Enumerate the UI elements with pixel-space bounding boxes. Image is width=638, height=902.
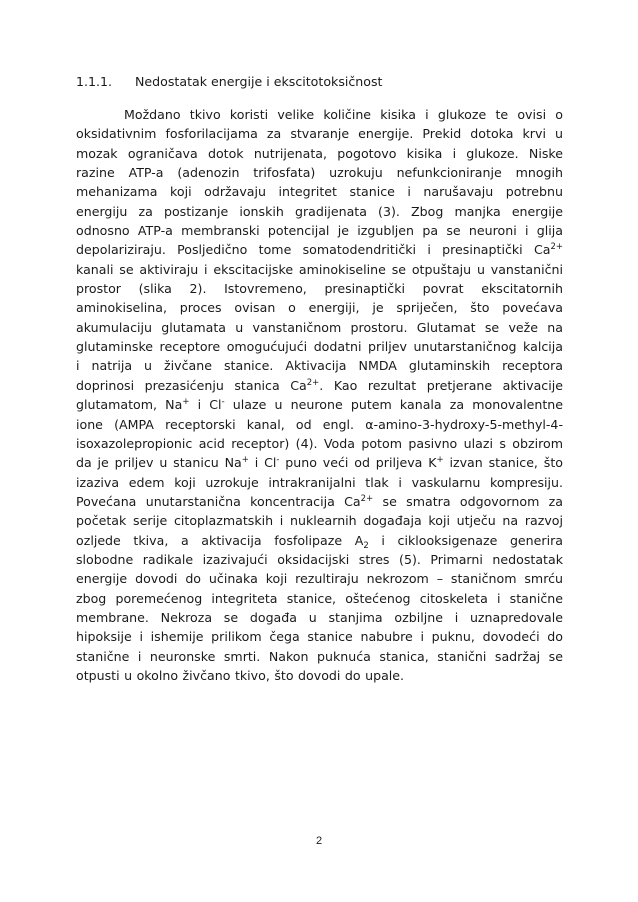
- superscript: 2+: [306, 377, 320, 388]
- text-line: akumulaciju glutamata u vanstaničnom prostoru. Glutamat se veže na: [76, 319, 563, 335]
- text-segment: da je priljev u stanicu Na: [76, 455, 242, 471]
- text-segment: . Kao rezultat pretjerane aktivacije: [319, 377, 563, 393]
- superscript: 2+: [360, 493, 374, 504]
- text-line: glutaminske receptore omogućujući dodatni priljev unutarstaničnog kalcija: [76, 339, 563, 355]
- superscript: -: [276, 455, 280, 466]
- text-line: hipoksije i ishemije prilikom čega stanice nabubre i puknu, dovodeći do: [76, 629, 563, 645]
- text-line: mehanizama koji održavaju integritet stanice i narušavaju potrebnu: [76, 184, 563, 200]
- text-segment: izvan stanice, što: [443, 455, 563, 471]
- subscript: 2: [363, 540, 369, 551]
- text-line: energije dovodi do učinaka koji rezultiraju nekrozom – staničnom smrću: [76, 571, 563, 587]
- text-line: odnosno ATP-a membranski potencijal je izgubljen pa se neuroni i glija: [76, 223, 563, 239]
- text-line: i natrija u živčane stanice. Aktivacija NMDA glutaminskih receptora: [76, 358, 563, 374]
- superscript: +: [182, 397, 190, 408]
- text-segment: se smatra odgovornom za: [373, 493, 563, 509]
- text-segment: i Cl: [189, 397, 222, 413]
- text-line: zbog poremećenog integriteta stanice, oštećenog citoskeleta i stanične: [76, 590, 563, 606]
- text-line: slobodne radikale izazivajući oksidacijski stres (5). Primarni nedostatak: [76, 551, 563, 567]
- text-line: početak serije citoplazmatskih i nuklearnih događaja koji utječu na razvoj: [76, 513, 563, 529]
- text-segment: puno veći od priljeva K: [279, 455, 437, 471]
- text-segment: doprinosi prezasićenju stanica Ca: [76, 377, 307, 393]
- text-line: oksidativnim fosforilacijama za stvaranje energije. Prekid dotoka krvi u: [76, 126, 563, 142]
- text-segment: i ciklooksigenaze generira: [368, 532, 563, 548]
- section-heading: [76, 72, 576, 91]
- text-line: izaziva edem koji uzrokuje intrakranijalni tlak i vaskularnu kompresiju.: [76, 474, 563, 490]
- text-line: stanične i neuronske smrti. Nakon puknuća stanica, stanični sadržaj se: [76, 648, 563, 664]
- text-line: prostor (slika 2). Istovremeno, presinaptički povrat ekscitatornih: [76, 281, 563, 297]
- text-line: isoxazolepropionic acid receptor) (4). Voda potom pasivno ulazi s obzirom: [76, 435, 563, 451]
- text-segment: glutamatom, Na: [76, 397, 183, 413]
- text-line: [76, 395, 563, 414]
- text-line: kanali se aktiviraju i ekscitacijske aminokiseline se otpuštaju u vanstanični: [76, 261, 563, 277]
- text-line: otpusti u okolno živčano tkivo, što dovodi do upale.: [76, 667, 405, 683]
- text-line: energiju za postizanje ionskih gradijenata (3). Zbog manjka energije: [76, 203, 563, 219]
- text-line: [76, 453, 563, 472]
- text-line: aminokiselina, proces ovisan o energiji, je spriječen, što povećava: [76, 300, 563, 316]
- superscript: 2+: [550, 242, 563, 253]
- text-segment: ozljede tkiva, a aktivacija fosfolipaze A: [76, 532, 364, 548]
- text-segment: Povećana unutarstanična koncentracija Ca: [76, 493, 361, 509]
- section-title: Nedostatak energije i ekscitotoksičnost: [135, 74, 383, 89]
- text-segment: ulaze u neurone putem kanala za monovalentne: [224, 397, 563, 413]
- text-segment: depolariziraju. Posljedično tome somatodendritički i presinaptički Ca: [76, 242, 551, 258]
- text-line: mozak ograničava dotok nutrijenata, pogotovo kisika i glukoze. Niske: [76, 145, 563, 161]
- text-line: Moždano tkivo koristi velike količine kisika i glukoze te ovisi o: [124, 107, 563, 122]
- text-line: [76, 531, 563, 550]
- text-line: [76, 492, 563, 511]
- text-line: [76, 240, 563, 259]
- superscript: +: [436, 455, 444, 466]
- text-line: [76, 376, 563, 395]
- superscript: +: [241, 455, 249, 466]
- text-line: ione (AMPA receptorski kanal, od engl. α-amino-3-hydroxy-5-methyl-4-: [76, 416, 563, 432]
- superscript: -: [221, 397, 225, 408]
- text-line: razine ATP-a (adenozin trifosfata) uzrokuju nefunkcioniranje mnogih: [76, 165, 563, 181]
- section-number: 1.1.1.: [76, 74, 113, 89]
- text-line: membrane. Nekroza se događa u stanjima ozbiljne i uznapredovale: [76, 609, 563, 625]
- page-number: 2: [315, 835, 323, 847]
- text-segment: i Cl: [248, 455, 277, 471]
- body-paragraph: [76, 105, 563, 685]
